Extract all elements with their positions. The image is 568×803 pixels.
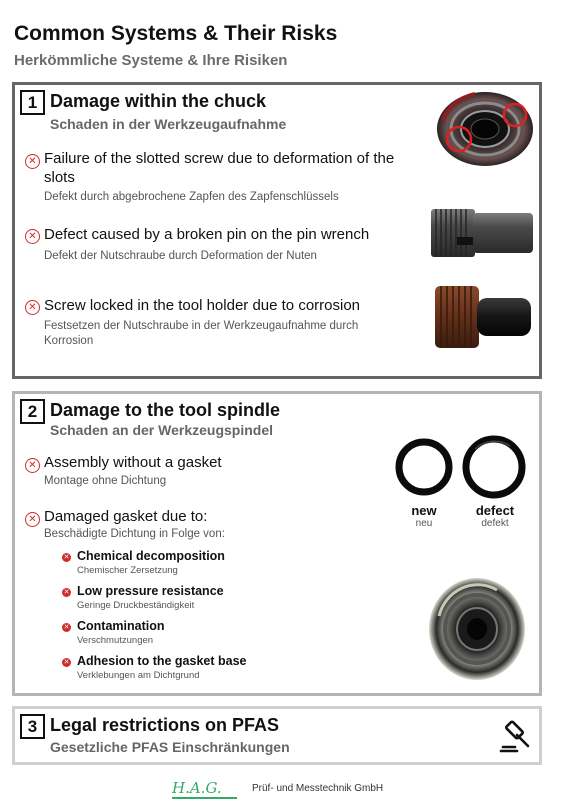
x-circle-icon: ✕: [63, 624, 70, 631]
section-number: 1: [20, 90, 45, 115]
risk-item: Assembly without a gasket: [44, 454, 222, 471]
gasket-label-new-translation: neu: [415, 518, 433, 529]
cause-item-translation: Verschmutzungen: [77, 635, 154, 646]
risk-item-translation: Beschädigte Dichtung in Folge von:: [44, 528, 225, 540]
gasket-label-defect-translation: defekt: [481, 518, 509, 529]
corroded-screw-photo: [433, 282, 535, 352]
gasket-label-defect: defect: [475, 503, 515, 518]
gasket-comparison-photo: [390, 434, 535, 504]
section-number: 3: [20, 714, 45, 739]
cause-item-translation: Verklebungen am Dichtgrund: [77, 670, 200, 681]
gasket-label-new: new: [411, 503, 437, 518]
x-circle-icon: ✕: [63, 589, 70, 596]
page-title: Common Systems & Their Risks: [14, 22, 338, 45]
risk-item-translation: Montage ohne Dichtung: [44, 475, 167, 487]
section-pfas-restrictions: [12, 706, 542, 765]
risk-item-translation: Defekt der Nutschraube durch Deformation der Nuten: [44, 250, 317, 262]
risk-item-translation: Defekt durch abgebrochene Zapfen des Zapfenschlüssels: [44, 191, 339, 203]
gavel-icon: [497, 719, 533, 755]
risk-item: Damaged gasket due to:: [44, 508, 208, 525]
section-chuck-damage: [12, 82, 542, 379]
company-name: Prüf- und Messtechnik GmbH: [252, 783, 384, 794]
x-circle-icon: ✕: [25, 458, 40, 473]
slotted-screw-photo: [429, 203, 535, 263]
page-subtitle: Herkömmliche Systeme & Ihre Risiken: [14, 52, 288, 69]
section-spindle-damage: [12, 391, 542, 696]
risk-item-translation: Festsetzen der Nutschraube in der Werkzeugaufnahme durch Korrosion: [44, 320, 359, 347]
x-circle-icon: ✕: [25, 512, 40, 527]
cause-item-translation: Geringe Druckbeständigkeit: [77, 600, 195, 611]
x-circle-icon: ✕: [25, 229, 40, 244]
logo-underline: [172, 797, 237, 799]
x-circle-icon: ✕: [63, 554, 70, 561]
section-number: 2: [20, 399, 45, 424]
section-title: Damage within the chuck: [50, 91, 267, 111]
cause-item: Adhesion to the gasket base: [77, 654, 247, 668]
section-subtitle: Schaden in der Werkzeugaufnahme: [50, 116, 287, 132]
section-title: Damage to the tool spindle: [50, 400, 281, 420]
section-title: Legal restrictions on PFAS: [50, 715, 280, 735]
cause-item: Low pressure resistance: [77, 584, 224, 598]
x-circle-icon: ✕: [63, 659, 70, 666]
section-subtitle: Gesetzliche PFAS Einschränkungen: [50, 739, 290, 755]
x-circle-icon: ✕: [25, 154, 40, 169]
spindle-photo: [427, 576, 527, 682]
risk-item: Defect caused by a broken pin on the pin wrench: [44, 226, 370, 243]
cause-item: Chemical decomposition: [77, 549, 225, 563]
chuck-damage-photo: [435, 91, 535, 167]
x-circle-icon: ✕: [25, 300, 40, 315]
risk-item: Failure of the slotted screw due to deformation of the slots: [44, 150, 395, 186]
cause-item-translation: Chemischer Zersetzung: [77, 565, 178, 576]
company-logo: H.A.G.: [172, 779, 222, 797]
section-subtitle: Schaden an der Werkzeugspindel: [50, 422, 274, 438]
cause-item: Contamination: [77, 619, 165, 633]
risk-item: Screw locked in the tool holder due to corrosion: [44, 297, 361, 314]
